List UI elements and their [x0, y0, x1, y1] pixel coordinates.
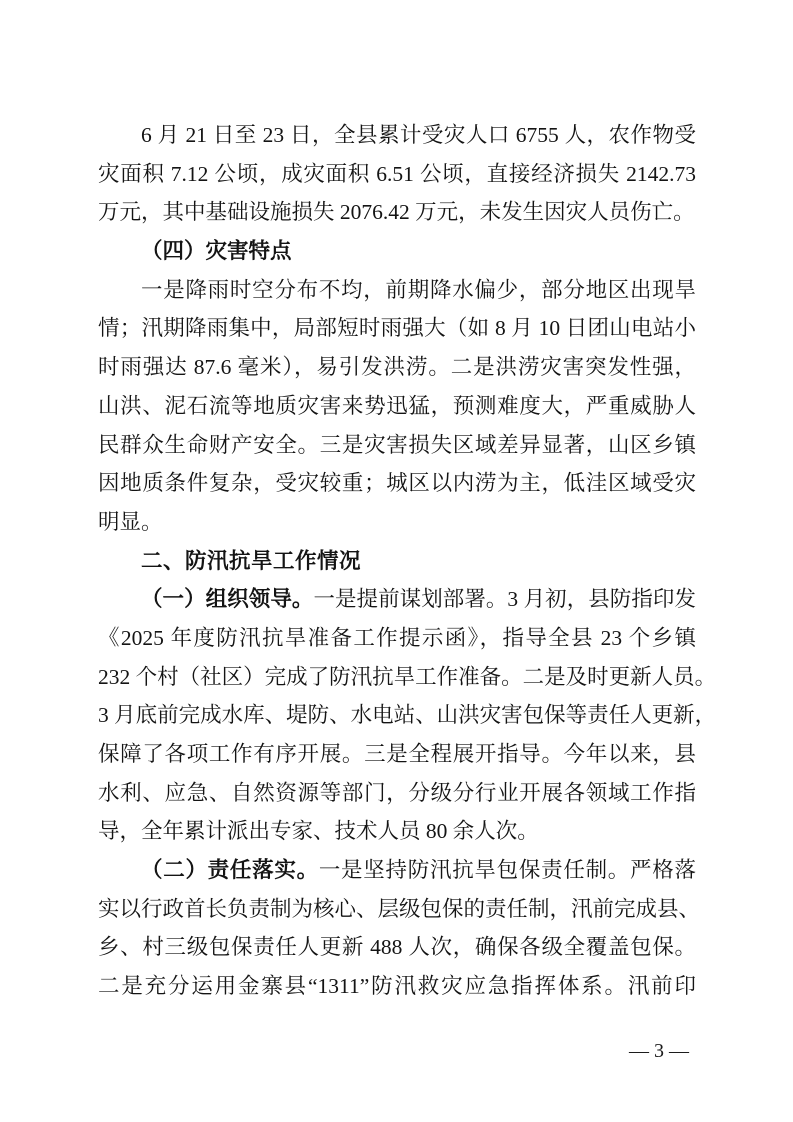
- line-text: 实以行政首长负责制为核心、层级包保的责任制，汛前完成县、: [98, 896, 701, 921]
- page-number: — 3 —: [629, 1040, 689, 1062]
- line-text: 情；汛期降雨集中，局部短时雨强大（如 8 月 10 日团山电站小: [98, 316, 696, 341]
- heading-text: 二、防汛抗旱工作情况: [141, 548, 362, 573]
- line-text: 保障了各项工作有序开展。三是全程展开指导。今年以来，县: [98, 742, 696, 766]
- line-text: 乡、村三级包保责任人更新 488 人次，确保各级全覆盖包保。: [98, 935, 696, 960]
- body-text-line: [98, 696, 717, 735]
- body-text-line: [98, 812, 696, 851]
- line-text: 一是降雨时空分布不均，前期降水偏少，部分地区出现旱: [141, 277, 696, 302]
- section-heading-disaster-characteristics: [98, 232, 696, 271]
- body-text-line: [98, 619, 696, 658]
- body-text-line: [98, 580, 696, 619]
- body-text-line: [98, 309, 696, 348]
- subsection-label-responsibility-implementation: （二）责任落实。: [141, 858, 319, 883]
- body-text-line: [98, 193, 696, 232]
- body-text-line: [98, 271, 696, 310]
- body-text-line: [98, 851, 696, 890]
- body-text-line: [98, 464, 696, 503]
- body-text-line: [98, 387, 696, 426]
- section-heading-flood-drought-work: [98, 542, 696, 581]
- line-text: 明显。: [98, 509, 163, 534]
- line-text: 导，全年累计派出专家、技术人员 80 余人次。: [98, 819, 539, 844]
- body-text-line: [98, 890, 701, 929]
- body-text-line: [98, 774, 696, 813]
- line-text: 民群众生命财产安全。三是灾害损失区域差异显著，山区乡镇: [98, 432, 696, 457]
- line-text: 二是充分运用金寨县“1311”防汛救灾应急指挥体系。汛前印: [98, 974, 696, 999]
- body-text-line: [98, 735, 696, 774]
- subsection-label-organization-leadership: （一）组织领导。: [141, 587, 314, 612]
- line-text: 232 个村（社区）完成了防汛抗旱工作准备。二是及时更新人员。: [98, 664, 717, 689]
- line-text: 一是提前谋划部署。3 月初，县防指印发: [313, 587, 696, 612]
- line-text: 因地质条件复杂，受灾较重；城区以内涝为主，低洼区域受灾: [98, 471, 696, 496]
- heading-text: （四）灾害特点: [141, 239, 292, 264]
- line-text: 6 月 21 日至 23 日，全县累计受灾人口 6755 人，农作物受: [141, 123, 696, 147]
- line-text: 灾面积 7.12 公顷，成灾面积 6.51 公顷，直接经济损失 2142.73: [98, 161, 696, 186]
- line-text: 水利、应急、自然资源等部门，分级分行业开展各领域工作指: [98, 780, 696, 805]
- document-body: [98, 116, 717, 1006]
- line-text: 一是坚持防汛抗旱包保责任制。严格落: [318, 858, 696, 883]
- body-text-line: [98, 503, 696, 542]
- body-text-line: [98, 967, 696, 1006]
- body-text-line: [98, 426, 696, 465]
- body-text-line: [98, 658, 717, 697]
- line-text: 万元，其中基础设施损失 2076.42 万元，未发生因灾人员伤亡。: [98, 200, 695, 225]
- body-text-line: [98, 155, 696, 194]
- body-text-line: [98, 116, 696, 155]
- line-text: 3 月底前完成水库、堤防、水电站、山洪灾害包保等责任人更新，: [98, 703, 717, 728]
- body-text-line: [98, 928, 696, 967]
- line-text: 《2025 年度防汛抗旱准备工作提示函》，指导全县 23 个乡镇: [98, 625, 696, 650]
- line-text: 山洪、泥石流等地质灾害来势迅猛，预测难度大，严重威胁人: [98, 393, 696, 418]
- body-text-line: [98, 348, 696, 387]
- line-text: 时雨强达 87.6 毫米），易引发洪涝。二是洪涝灾害突发性强，: [98, 355, 696, 380]
